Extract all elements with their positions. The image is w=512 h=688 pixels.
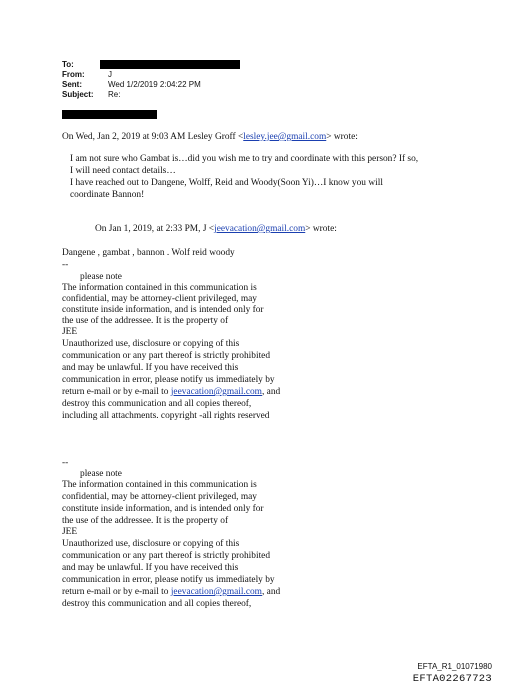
notice2-line: JEE (62, 527, 78, 537)
notice1-title: please note (80, 272, 122, 282)
notice2-title: please note (80, 469, 122, 479)
reply2-email-link[interactable]: jeevacation@gmail.com (214, 224, 306, 234)
reply1-body-line: I will need contact details… (70, 166, 176, 176)
reply1-body-line: I have reached out to Dangene, Wolff, Reid and Woody(Soon Yi)…I know you will (70, 178, 383, 188)
notice1-line: and may be unlawful. If you have received this (62, 363, 239, 373)
document-id-small: EFTA_R1_01071980 (417, 662, 492, 671)
notice1-email-suffix: , and (261, 387, 281, 397)
notice2-email-suffix: , and (261, 587, 281, 597)
sent-label: Sent: (62, 80, 82, 89)
notice2-line: the use of the addressee. It is the property of (62, 516, 229, 526)
message-line: Dangene , gambat , bannon . Wolf reid woody (62, 248, 235, 258)
notice2-line: destroy this communication and all copies thereof, (62, 599, 252, 609)
notice1-line: communication or any part thereof is strictly prohibited (62, 351, 271, 361)
signature-dash: -- (62, 458, 69, 468)
notice1-line: communication in error, please notify us immediately by (62, 375, 275, 385)
reply1-suffix: > wrote: (326, 132, 358, 142)
sent-value: Wed 1/2/2019 2:04:22 PM (108, 80, 201, 89)
notice1-line: the use of the addressee. It is the property of (62, 316, 229, 326)
subject-label: Subject: (62, 90, 94, 99)
notice1-line: including all attachments. copyright -all rights reserved (62, 411, 270, 421)
redaction-bar (62, 110, 157, 119)
notice2-line: constitute inside information, and is intended only for (62, 504, 264, 514)
notice1-line: confidential, may be attorney-client privileged, may (62, 294, 257, 304)
notice2-line: Unauthorized use, disclosure or copying of this (62, 539, 240, 549)
notice1-email-link[interactable]: jeevacation@gmail.com (170, 387, 262, 397)
reply1-attribution (62, 132, 358, 143)
reply1-body-line: I am not sure who Gambat is…did you wish me to try and coordinate with this person? If so, (70, 154, 419, 164)
reply2-suffix: > wrote: (305, 224, 337, 234)
notice1-line: constitute inside information, and is intended only for (62, 305, 264, 315)
subject-value: Re: (108, 90, 121, 99)
from-value: J (108, 70, 112, 79)
notice2-email-link[interactable]: jeevacation@gmail.com (170, 587, 262, 597)
reply1-email-link[interactable]: lesley.jee@gmail.com (243, 132, 327, 142)
notice1-line: The information contained in this communication is (62, 283, 257, 293)
notice2-line: The information contained in this communication is (62, 480, 257, 490)
notice2-email-line (62, 587, 280, 598)
reply1-body-line: coordinate Bannon! (70, 190, 145, 200)
reply2-attribution (95, 224, 337, 235)
notice1-email-prefix: return e-mail or by e-mail to (62, 387, 171, 397)
notice2-line: and may be unlawful. If you have received this (62, 563, 239, 573)
notice1-line: destroy this communication and all copies thereof, (62, 399, 252, 409)
notice1-line: Unauthorized use, disclosure or copying of this (62, 339, 240, 349)
notice1-email-line (62, 387, 280, 398)
notice2-line: confidential, may be attorney-client privileged, may (62, 492, 257, 502)
reply1-prefix: On Wed, Jan 2, 2019 at 9:03 AM Lesley Groff < (62, 132, 244, 142)
redaction-bar (100, 60, 240, 69)
to-label: To: (62, 60, 74, 69)
from-label: From: (62, 70, 85, 79)
notice2-email-prefix: return e-mail or by e-mail to (62, 587, 171, 597)
document-id-large: EFTA02267723 (412, 673, 492, 685)
notice1-line: JEE (62, 327, 78, 337)
notice2-line: communication or any part thereof is strictly prohibited (62, 551, 271, 561)
signature-dash: -- (62, 260, 69, 270)
notice2-line: communication in error, please notify us immediately by (62, 575, 275, 585)
reply2-prefix: On Jan 1, 2019, at 2:33 PM, J < (95, 224, 215, 234)
